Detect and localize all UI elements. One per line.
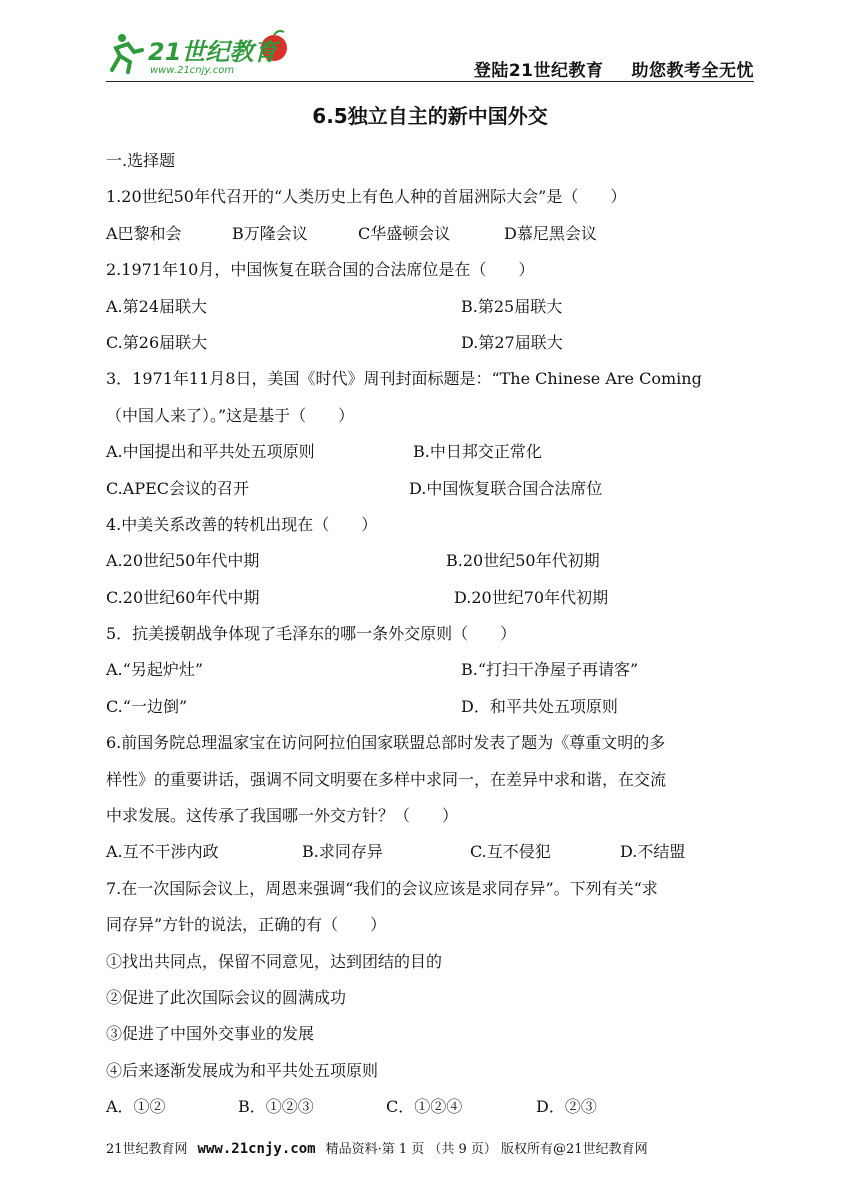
question-4-options-row2 bbox=[106, 580, 756, 616]
option-c: C.互不侵犯 bbox=[470, 842, 551, 862]
header-slogan-2: 助您教考全无忧 bbox=[631, 61, 754, 81]
footer-url[interactable]: www.21cnjy.com bbox=[197, 1141, 316, 1157]
option-d: D.20世纪70年代初期 bbox=[454, 587, 609, 607]
section-heading: 一.选择题 bbox=[106, 151, 176, 170]
option-d: D．②③ bbox=[536, 1097, 597, 1117]
question-7-options bbox=[106, 1089, 756, 1125]
option-a: A巴黎和会 bbox=[106, 223, 182, 243]
logo-url: www.21cnjy.com bbox=[150, 65, 235, 76]
option-b: B万隆会议 bbox=[232, 223, 308, 243]
question-6-stem-line1: 6.前国务院总理温家宝在访问阿拉伯国家联盟总部时发表了题为《尊重文明的多 bbox=[106, 733, 666, 753]
question-2-stem: 2.1971年10月，中国恢复在联合国的合法席位是在（ ） bbox=[106, 260, 535, 280]
logo-icon bbox=[106, 30, 306, 76]
logo-text: 21世纪教育 bbox=[148, 38, 278, 66]
option-b: B.20世纪50年代初期 bbox=[446, 551, 600, 571]
option-c: C.“一边倒” bbox=[106, 696, 188, 716]
option-b: B.求同存异 bbox=[302, 842, 383, 862]
footer-site: 21世纪教育网 bbox=[106, 1142, 188, 1157]
option-a: A.第24届联大 bbox=[106, 296, 208, 316]
header-slogan bbox=[474, 56, 754, 81]
question-3-stem-line1: 3．1971年11月8日，美国《时代》周刊封面标题是：“The Chinese Are Coming bbox=[106, 369, 702, 389]
option-b: B.“打扫干净屋子再请客” bbox=[461, 660, 639, 680]
question-7-stem-line1: 7.在一次国际会议上，周恩来强调“我们的会议应该是求同存异”。下列有关“求 bbox=[106, 878, 658, 898]
option-a: A．①② bbox=[106, 1097, 166, 1117]
option-a: A.中国提出和平共处五项原则 bbox=[106, 442, 315, 462]
question-7-statement-3: ③促进了中国外交事业的发展 bbox=[106, 1024, 315, 1044]
option-c: C．①②④ bbox=[386, 1097, 463, 1117]
question-list bbox=[106, 143, 756, 1126]
option-b: B.中日邦交正常化 bbox=[413, 442, 542, 462]
question-7-statement-4: ④后来逐渐发展成为和平共处五项原则 bbox=[106, 1060, 379, 1080]
option-c: C华盛顿会议 bbox=[358, 223, 451, 243]
option-a: A.互不干涉内政 bbox=[106, 842, 219, 862]
footer-text: 精品资料·第 1 页 （共 9 页） 版权所有@21世纪教育网 bbox=[325, 1142, 648, 1157]
option-d: D.不结盟 bbox=[620, 842, 686, 862]
question-2-options-row1 bbox=[106, 289, 756, 325]
question-1-options bbox=[106, 216, 756, 252]
question-5-options-row2 bbox=[106, 689, 756, 725]
option-c: C.APEC会议的召开 bbox=[106, 478, 250, 498]
question-5-stem: 5．抗美援朝战争体现了毛泽东的哪一条外交原则（ ） bbox=[106, 624, 517, 644]
question-4-stem: 4.中美关系改善的转机出现在（ ） bbox=[106, 514, 378, 534]
option-b: B．①②③ bbox=[238, 1097, 314, 1117]
page-footer bbox=[106, 1138, 648, 1157]
question-3-options-row2 bbox=[106, 471, 756, 507]
option-c: C.第26届联大 bbox=[106, 332, 208, 352]
question-3-stem-line2: （中国人来了）。”这是基于（ ） bbox=[106, 405, 355, 425]
option-d: D.中国恢复联合国合法席位 bbox=[409, 478, 603, 498]
option-b: B.第25届联大 bbox=[461, 296, 563, 316]
header-divider bbox=[106, 81, 754, 82]
page-title: 6.5独立自主的新中国外交 bbox=[312, 104, 548, 128]
question-6-stem-line2: 样性》的重要讲话，强调不同文明要在多样中求同一，在差异中求和谐，在交流 bbox=[106, 769, 667, 789]
question-7-statement-1: ①找出共同点，保留不同意见，达到团结的目的 bbox=[106, 951, 443, 971]
option-a: A.20世纪50年代中期 bbox=[106, 551, 260, 571]
option-d: D.第27届联大 bbox=[461, 332, 563, 352]
question-6-options bbox=[106, 834, 756, 870]
question-3-options-row1 bbox=[106, 434, 756, 470]
option-d: D慕尼黑会议 bbox=[504, 223, 597, 243]
question-5-options-row1 bbox=[106, 652, 756, 688]
option-a: A.“另起炉灶” bbox=[106, 660, 204, 680]
question-6-stem-line3: 中求发展。这传承了我国哪一外交方针？（ ） bbox=[106, 806, 459, 826]
question-4-options-row1 bbox=[106, 543, 756, 579]
option-c: C.20世纪60年代中期 bbox=[106, 587, 260, 607]
question-1-stem: 1.20世纪50年代召开的“人类历史上有色人种的首届洲际大会”是（ ） bbox=[106, 187, 627, 207]
header-slogan-1: 登陆21世纪教育 bbox=[473, 61, 604, 81]
page-header bbox=[106, 24, 754, 82]
question-2-options-row2 bbox=[106, 325, 756, 361]
question-7-stem-line2: 同存异”方针的说法，正确的有（ ） bbox=[106, 915, 387, 935]
option-d: D．和平共处五项原则 bbox=[461, 696, 618, 716]
question-7-statement-2: ②促进了此次国际会议的圆满成功 bbox=[106, 987, 347, 1007]
